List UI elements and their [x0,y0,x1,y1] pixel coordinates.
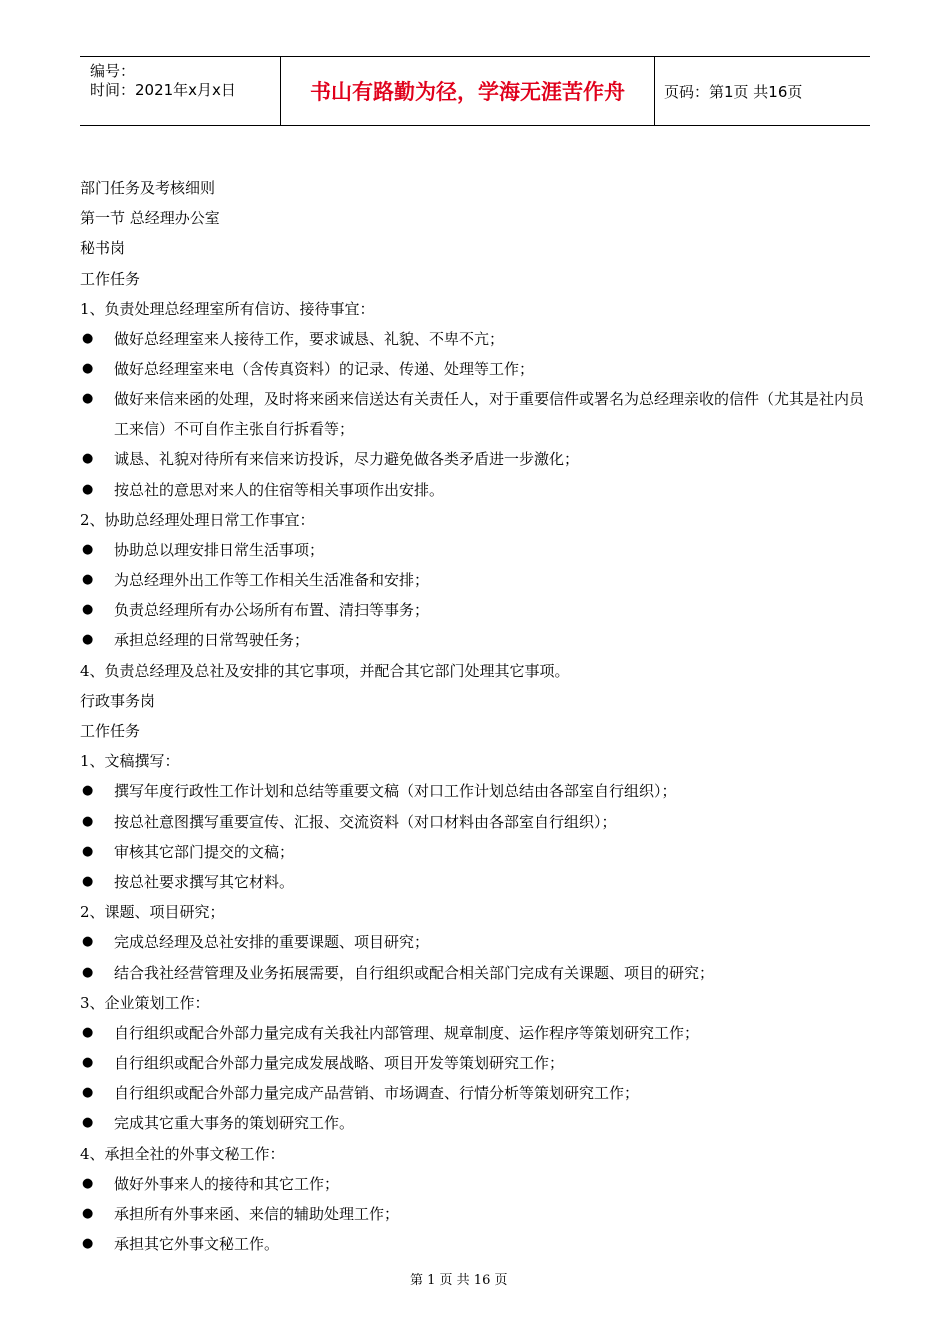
bullet-item: ● 做好总经理室来电（含传真资料）的记录、传递、处理等工作； [80,354,870,384]
document-time-label: 时间：2021年x月x日 [90,81,236,99]
text-line: 部门任务及考核细则 [80,179,216,197]
text-line: 第一节 总经理办公室 [80,209,220,228]
bullet-item: ● 承担所有外事来函、来信的辅助处理工作； [80,1199,870,1229]
bullet-item: ● 做好来信来函的处理，及时将来函来信送达有关责任人，对于重要信件或署名为总经理亲收的信件（尤其是社内员工来信）不可自作主张自行拆看等； [80,384,870,444]
header-meta [80,57,281,125]
bullet-item: ● 为总经理外出工作等工作相关生活准备和安排； [80,565,870,595]
header-page-info: 页码：第1页 共16页 [664,82,803,101]
document-body [80,173,870,1259]
bullet-item: ● 协助总以理安排日常生活事项； [80,535,870,565]
text-line: 2、协助总经理处理日常工作事宜： [80,510,315,529]
bullet-item: ● 自行组织或配合外部力量完成发展战略、项目开发等策划研究工作； [80,1048,870,1078]
text-line: 4、负责总经理及总社及安排的其它事项，并配合其它部门处理其它事项。 [80,661,570,680]
text-line: 4、承担全社的外事文秘工作： [80,1144,285,1163]
bullet-item: ● 结合我社经营管理及业务拓展需要，自行组织或配合相关部门完成有关课题、项目的研究； [80,958,870,988]
header-motto: 书山有路勤为径，学海无涯苦作舟 [281,57,655,125]
page-header [80,56,870,126]
text-line: 行政事务岗 [80,691,156,710]
bullet-item: ● 审核其它部门提交的文稿； [80,837,870,867]
text-line: 2、课题、项目研究； [80,903,225,922]
bullet-item: ● 负责总经理所有办公场所有布置、清扫等事务； [80,595,870,625]
bullet-item: ● 做好总经理室来人接待工作，要求诚恳、礼貌、不卑不亢； [80,324,870,354]
text-line: 秘书岗 [80,239,126,258]
bullet-item: ● 按总社意图撰写重要宣传、汇报、交流资料（对口材料由各部室自行组织）； [80,807,870,837]
page-footer: 第 1 页 共 16 页 [410,1273,508,1288]
document-number-label: 编号： [90,62,136,80]
text-line: 3、企业策划工作： [80,993,210,1012]
text-line: 1、文稿撰写： [80,752,180,771]
bullet-item: ● 承担总经理的日常驾驶任务； [80,625,870,655]
bullet-item: ● 完成总经理及总社安排的重要课题、项目研究； [80,927,870,957]
bullet-item: ● 自行组织或配合外部力量完成有关我社内部管理、规章制度、运作程序等策划研究工作； [80,1018,870,1048]
bullet-item: ● 做好外事来人的接待和其它工作； [80,1169,870,1199]
bullet-item: ● 诚恳、礼貌对待所有来信来访投诉，尽力避免做各类矛盾进一步激化； [80,444,870,474]
bullet-item: ● 完成其它重大事务的策划研究工作。 [80,1108,870,1138]
bullet-item: ● 撰写年度行政性工作计划和总结等重要文稿（对口工作计划总结由各部室自行组织）； [80,776,870,806]
bullet-item: ● 承担其它外事文秘工作。 [80,1229,870,1259]
bullet-item: ● 按总社的意思对来人的住宿等相关事项作出安排。 [80,475,870,505]
bullet-item: ● 自行组织或配合外部力量完成产品营销、市场调查、行情分析等策划研究工作； [80,1078,870,1108]
bullet-item: ● 按总社要求撰写其它材料。 [80,867,870,897]
text-line: 工作任务 [80,269,141,288]
text-line: 工作任务 [80,722,141,740]
text-line: 1、负责处理总经理室所有信访、接待事宜： [80,299,375,318]
